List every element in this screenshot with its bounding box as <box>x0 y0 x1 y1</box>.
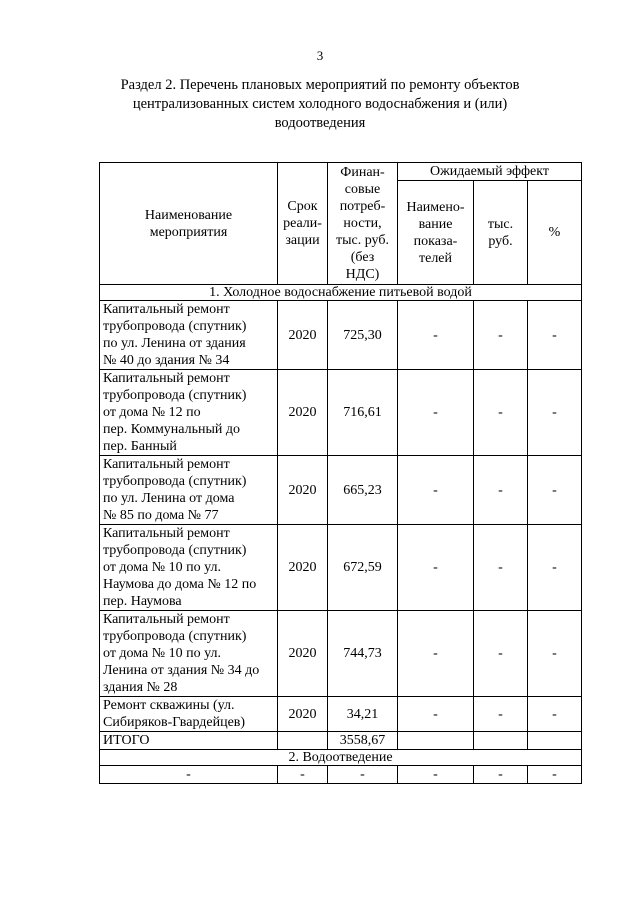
row-year: 2020 <box>278 301 328 370</box>
row-indicator: - <box>398 611 474 697</box>
table-row <box>100 611 582 697</box>
table-row <box>100 370 582 456</box>
row-percent: - <box>528 611 582 697</box>
row-amount: 716,61 <box>328 370 398 456</box>
total-empty-cell <box>528 732 582 750</box>
row-percent: - <box>528 301 582 370</box>
heading-line: водоотведения <box>274 115 366 131</box>
row-year: 2020 <box>278 456 328 525</box>
heading-line: Раздел 2. Перечень плановых мероприятий по ремонту объектов <box>120 77 520 93</box>
total-row <box>100 732 582 750</box>
row-name: - <box>100 766 278 784</box>
section-heading <box>100 76 540 133</box>
header-thousand: тыс. руб. <box>474 181 528 285</box>
header-finance: Финан- совые потреб- ности, тыс. руб. (без НДС) <box>328 163 398 285</box>
row-thousand: - <box>474 525 528 611</box>
row-amount: 725,30 <box>328 301 398 370</box>
row-percent: - <box>528 697 582 732</box>
row-thousand: - <box>474 611 528 697</box>
row-name: Ремонт скважины (ул. Сибиряков-Гвардейцев) <box>100 697 278 732</box>
row-amount: 34,21 <box>328 697 398 732</box>
row-amount: - <box>328 766 398 784</box>
row-thousand: - <box>474 697 528 732</box>
row-thousand: - <box>474 766 528 784</box>
row-name: Капитальный ремонт трубопровода (спутник) от дома № 12 по пер. Коммунальный до пер. Банный <box>100 370 278 456</box>
table-row <box>100 456 582 525</box>
row-percent: - <box>528 456 582 525</box>
row-thousand: - <box>474 370 528 456</box>
header-name: Наименование мероприятия <box>100 163 278 285</box>
row-year: 2020 <box>278 525 328 611</box>
header-percent: % <box>528 181 582 285</box>
row-percent: - <box>528 370 582 456</box>
row-name: Капитальный ремонт трубопровода (спутник) по ул. Ленина от здания № 40 до здания № 34 <box>100 301 278 370</box>
total-empty-cell <box>474 732 528 750</box>
measures-table <box>99 162 582 784</box>
row-name: Капитальный ремонт трубопровода (спутник) от дома № 10 по ул. Ленина от здания № 34 до здания № 28 <box>100 611 278 697</box>
total-empty-cell <box>278 732 328 750</box>
row-amount: 744,73 <box>328 611 398 697</box>
section-2-title: 2. Водоотведение <box>100 750 582 766</box>
table-row <box>100 525 582 611</box>
heading-line: централизованных систем холодного водоснабжения и (или) <box>132 96 508 112</box>
header-indicator: Наимено- вание показа- телей <box>398 181 474 285</box>
total-label: ИТОГО <box>100 732 278 750</box>
row-amount: 672,59 <box>328 525 398 611</box>
total-amount: 3558,67 <box>328 732 398 750</box>
row-year: 2020 <box>278 697 328 732</box>
row-year: 2020 <box>278 611 328 697</box>
header-effect: Ожидаемый эффект <box>398 163 582 181</box>
table-row <box>100 766 582 784</box>
row-indicator: - <box>398 456 474 525</box>
table-row <box>100 301 582 370</box>
row-thousand: - <box>474 456 528 525</box>
row-indicator: - <box>398 697 474 732</box>
section-1-title: 1. Холодное водоснабжение питьевой водой <box>100 285 582 301</box>
row-indicator: - <box>398 301 474 370</box>
row-year: 2020 <box>278 370 328 456</box>
row-percent: - <box>528 766 582 784</box>
row-thousand: - <box>474 301 528 370</box>
row-percent: - <box>528 525 582 611</box>
row-indicator: - <box>398 766 474 784</box>
header-term: Срок реали- зации <box>278 163 328 285</box>
row-name: Капитальный ремонт трубопровода (спутник) от дома № 10 по ул. Наумова до дома № 12 по пер. Наумова <box>100 525 278 611</box>
row-name: Капитальный ремонт трубопровода (спутник) по ул. Ленина от дома № 85 по дома № 77 <box>100 456 278 525</box>
row-year: - <box>278 766 328 784</box>
row-indicator: - <box>398 370 474 456</box>
table-row <box>100 697 582 732</box>
row-amount: 665,23 <box>328 456 398 525</box>
page-number: 3 <box>316 48 324 63</box>
row-indicator: - <box>398 525 474 611</box>
total-empty-cell <box>398 732 474 750</box>
